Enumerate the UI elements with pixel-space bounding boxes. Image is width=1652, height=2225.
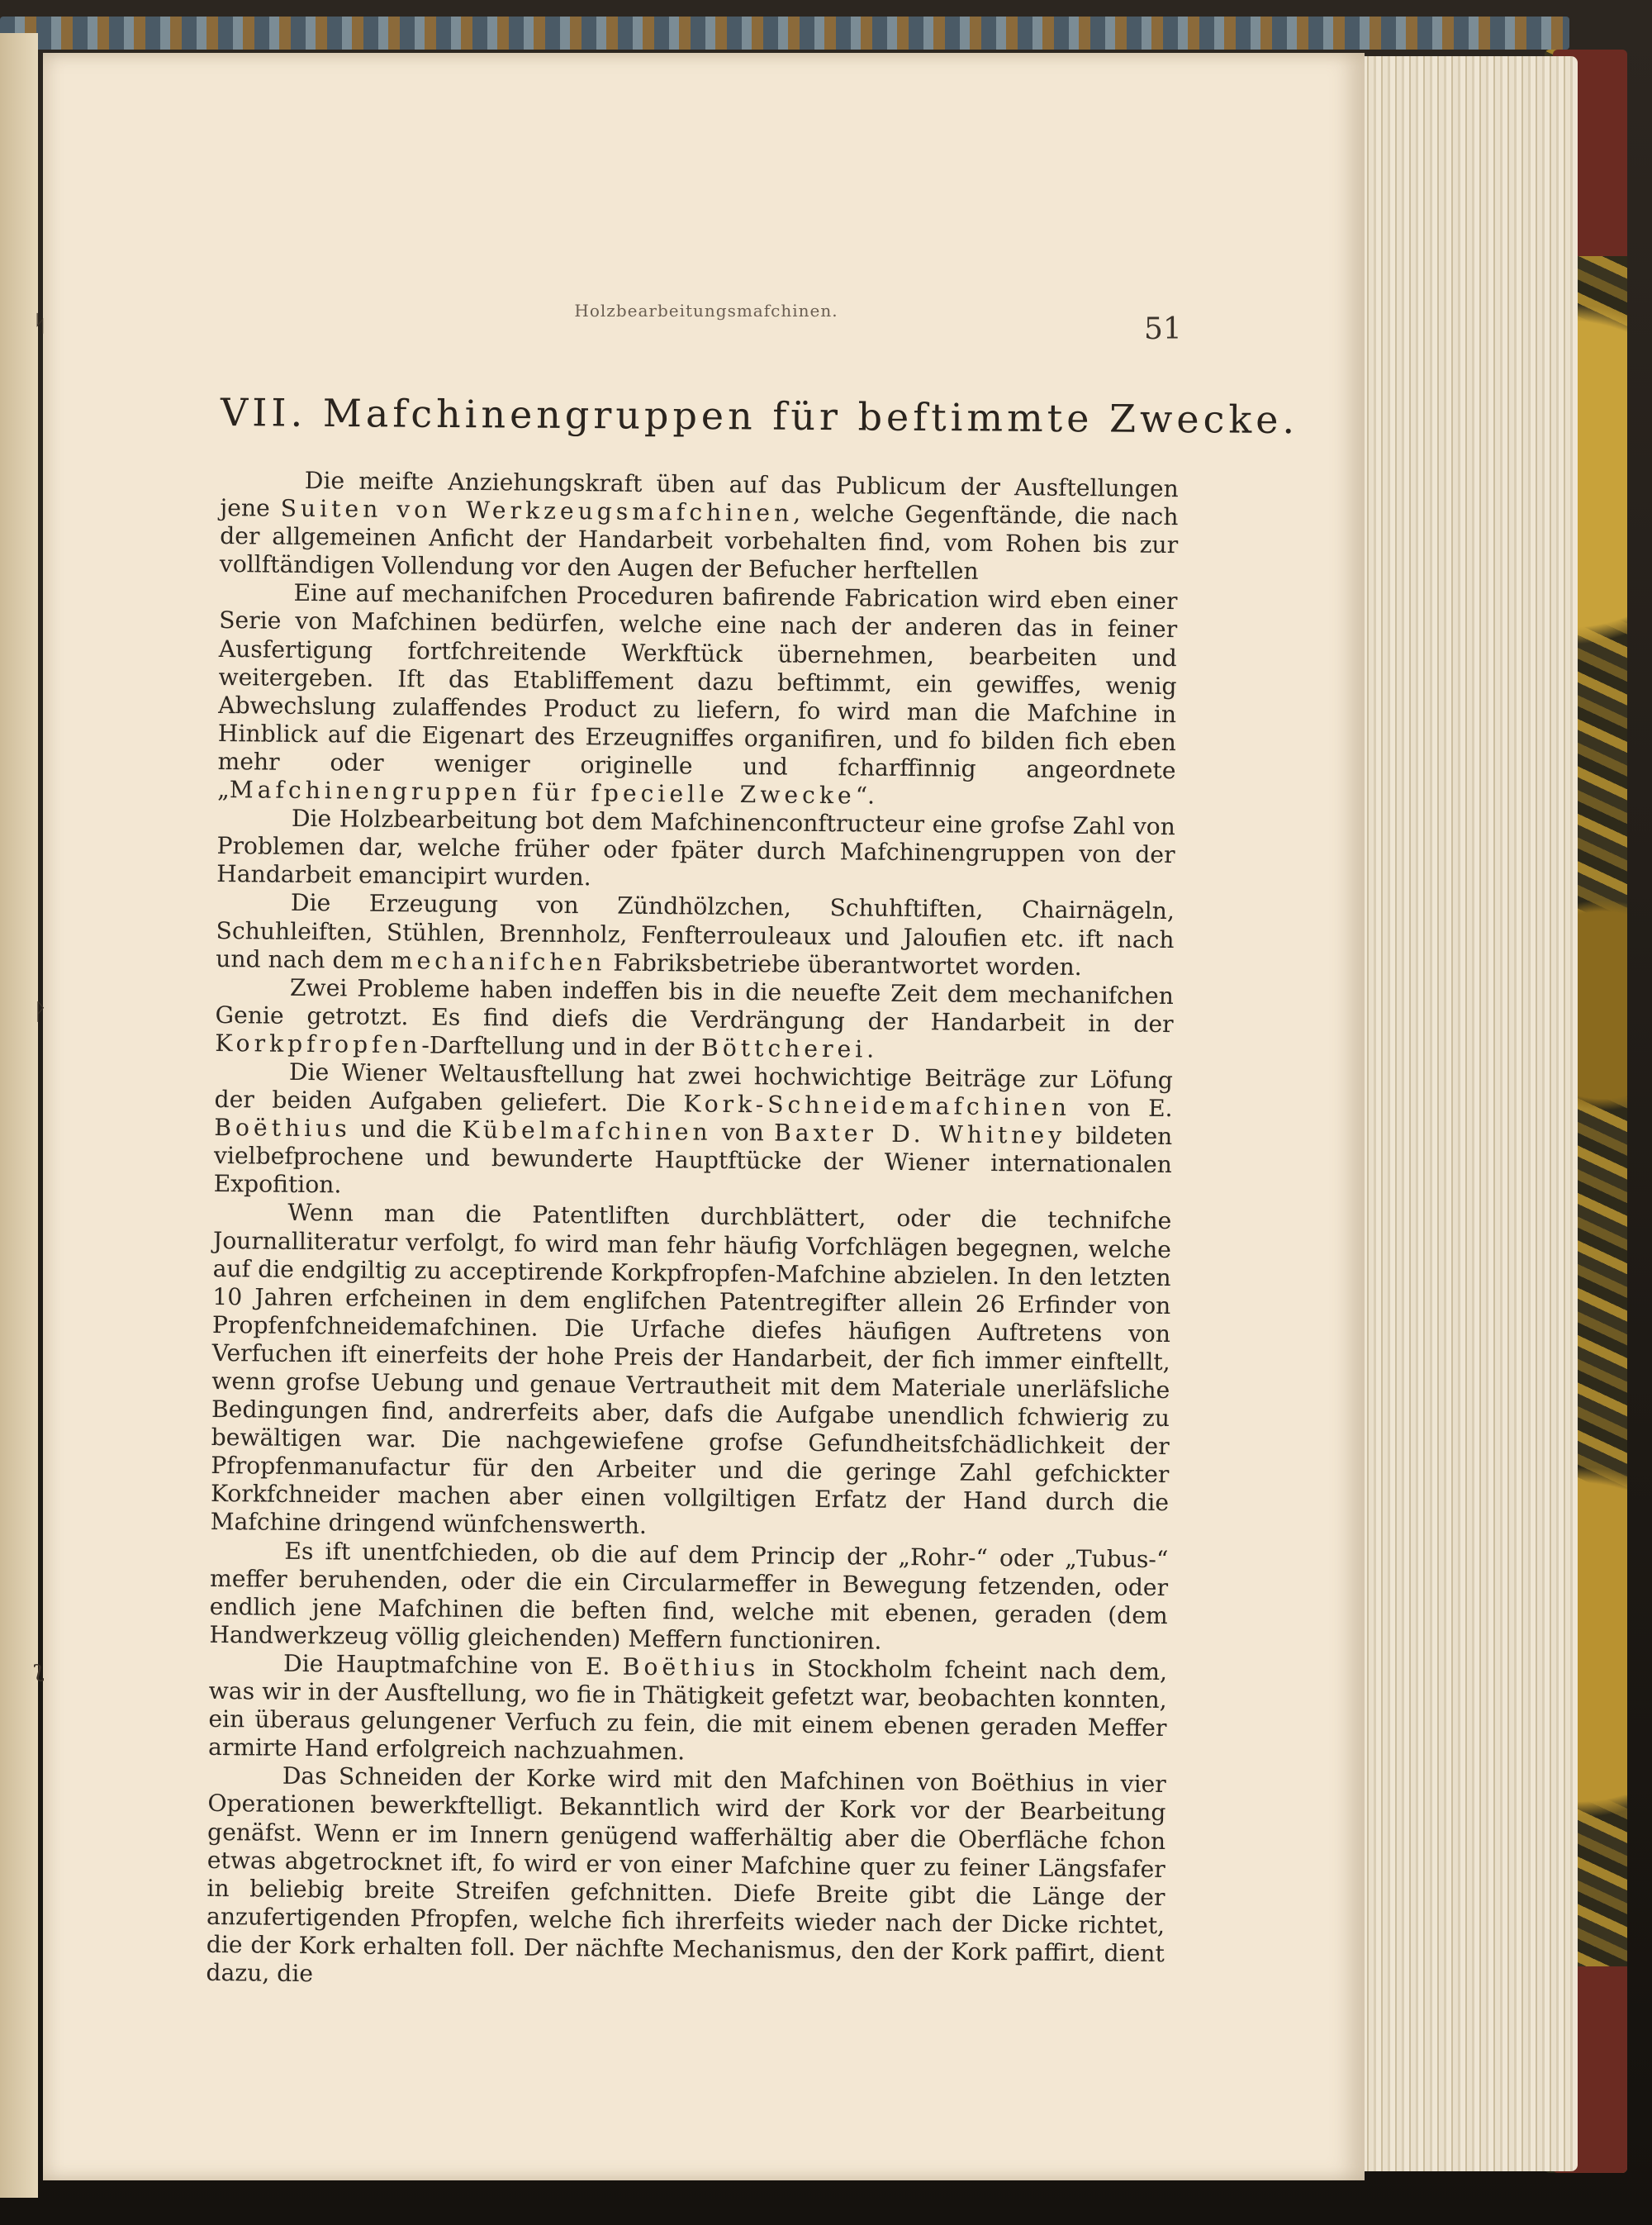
page-edges <box>1355 56 1578 2171</box>
running-head: Holzbearbeitungsmafchinen. <box>574 301 838 321</box>
facing-page-edge <box>0 33 38 2198</box>
margin-mark: ᛋ <box>33 310 47 337</box>
paragraph: Die Holzbearbeitung bot dem Mafchinenconftructeur eine grofse Zahl von Problemen dar, welche früher oder fpäter durch Mafchinengruppen von der Handarbeit emancipirt wurden. <box>216 804 1176 891</box>
paragraph: Die Erzeugung von Zündhölzchen, Schuhftiften, Chairnägeln, Schuhleiften, Stühlen, Brennholz, Fenfterrouleaux und Jaloufien etc. ift nach und nach dem mechanifchen Fabriksbetriebe überantwortet worden. <box>216 889 1175 981</box>
paragraph: Eine auf mechanifchen Proceduren bafirende Fabrication wird eben einer Serie von Mafchinen bedürfen, welche eine nach der anderen das in feiner Ausfertigung fortfchreitende Werkftück übernehmen, bearbeiten und weitergeben. Ift das Etabliffement dazu beftimmt, ein gewiffes, wenig Abwechslung zulaffendes Product zu liefern, fo wird man die Mafchine in Hinblick auf die Eigenart des Erzeugniffes organifiren, und fo bilden fich eben mehr oder weniger originelle und fcharffinnig angeordnete „Mafchinengruppen für fpecielle Zwecke“. <box>217 579 1178 810</box>
paragraph: Die meifte Anziehungskraft üben auf das Publicum der Ausftellungen jene Suiten von Werkzeugsmafchinen, welche Gegenftände, die nach der allgemeinen Anficht der Handarbeit vorbehalten find, vom Rohen bis zur vollftändigen Vollendung vor den Augen der Befucher herftellen <box>219 466 1179 586</box>
paragraph: Zwei Probleme haben indeffen bis in die neuefte Zeit dem mechanifchen Genie getrotzt. Es find diefs die Verdrängung der Handarbeit in der Korkpfropfen-Darftellung und in der Böttcherei. <box>215 973 1175 1063</box>
margin-mark: ʅ <box>33 1655 45 1682</box>
paragraph: Das Schneiden der Korke wird mit den Mafchinen von Boëthius in vier Operationen bewerkftelligt. Bekanntlich wird der Kork vor der Bearbeitung genäfst. Wenn er im Innern genügend wafferhältig aber die Oberfläche fchon etwas abgetrocknet ift, fo wird er von einer Mafchine quer zu feiner Längsfafer in beliebig breite Streifen gefchnitten. Diefe Breite gibt die Länge der anzufertigenden Pfropfen, welche fich ihrerfeits wieder nach der Dicke richtet, die der Kork erhalten foll. Der nächfte Mechanismus, den der Kork paffirt, dient dazu, die <box>206 1762 1166 1988</box>
page-number: 51 <box>1144 312 1182 346</box>
paragraph: Es ift unentfchieden, ob die auf dem Princip der „Rohr-“ oder „Tubus-“ meffer beruhenden, oder die ein Circularmeffer in Bewegung fetzenden, oder endlich jene Mafchinen die beften find, welche mit ebenen, geraden (dem Handwerkzeug völlig gleichenden) Meffern functioniren. <box>209 1537 1169 1655</box>
paragraph: Die Hauptmafchine von E. Boëthius in Stockholm fcheint nach dem, was wir in der Ausftellung, wo fie in Thätigkeit gefetzt war, beobachten konnten, ein überaus gelungener Verfuch zu fein, die mit einem ebenen geraden Meffer armirte Hand erfolgreich nachzuahmen. <box>207 1649 1168 1766</box>
margin-mark: ᚹ <box>33 998 47 1025</box>
book-page <box>43 53 1365 2180</box>
paragraph: Wenn man die Patentliften durchblättert, oder die technifche Journalliteratur verfolgt, fo wird man fehr häufig Vorfchlägen begegnen, welche auf die endgiltig zu acceptirende Korkpfropfen-Mafchine abzielen. In den letzten 10 Jahren erfcheinen in dem englifchen Patentregifter allein 26 Erfinder von Propfenfchneidemafchinen. Die Urfache diefes häufigen Auftretens von Verfuchen ift einerfeits der hohe Preis der Handarbeit, der fich immer einftellt, wenn grofse Uebung und genaue Vertrautheit mit dem Materiale unerläfsliche Bedingungen find, andrerfeits aber, dafs die Aufgabe unendlich fchwierig zu bewältigen war. Die nachgewiefene grofse Gefundheitsfchädlichkeit der Pfropfenmanufactur für den Arbeiter und die geringe Zahl gefchickter Korkfchneider machen aber einen vollgiltigen Erfatz der Hand durch die Mafchine dringend wünfchenswerth. <box>210 1199 1172 1540</box>
chapter-title: VII. Mafchinengruppen für beftimmte Zwecke. <box>220 390 1299 443</box>
paragraph: Die Wiener Weltausftellung hat zwei hochwichtige Beiträge zur Löfung der beiden Aufgaben geliefert. Die Kork-Schneidemafchinen von E. Boëthius und die Kübelmafchinen von Baxter D. Whitney bildeten vielbefprochene und bewunderte Hauptftücke der Wiener internationalen Expofition. <box>213 1058 1174 1199</box>
body-text <box>206 466 1179 1996</box>
book-top-edge <box>0 17 1569 50</box>
